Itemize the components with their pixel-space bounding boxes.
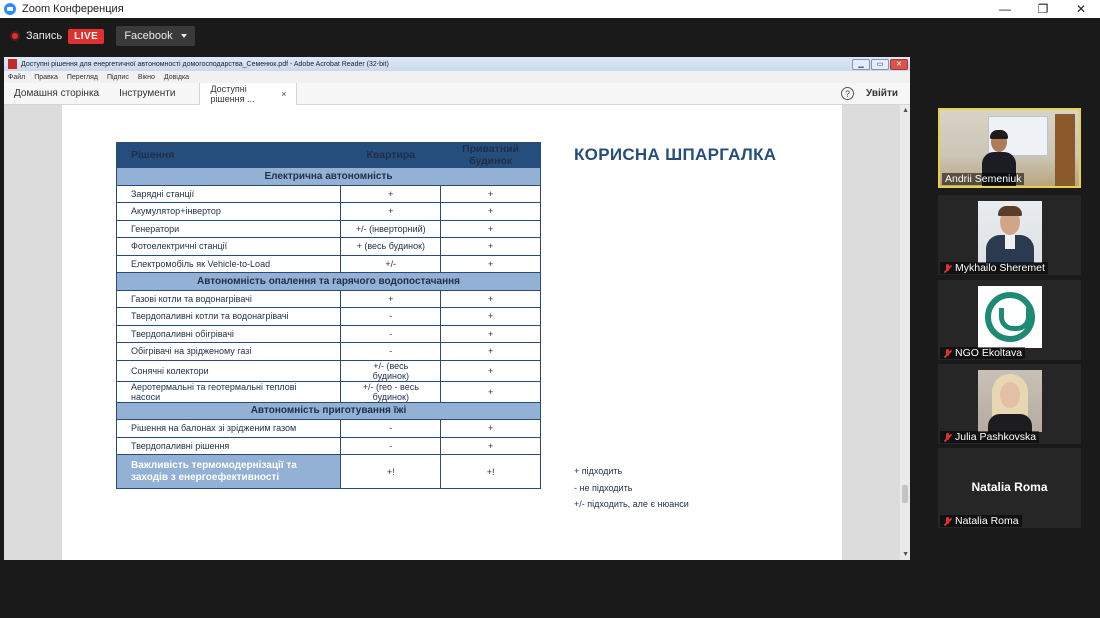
row-label: Обігрівачі на зрідженому газі [117, 343, 341, 361]
final-row [117, 455, 541, 489]
row-label: Твердопаливні обігрівачі [117, 325, 341, 343]
final-row-house: +! [441, 455, 541, 489]
menu-edit[interactable]: Правка [34, 73, 58, 81]
participant-big-name: Natalia Roma [971, 480, 1048, 494]
participant-tile[interactable] [938, 280, 1081, 360]
row-house: + [441, 220, 541, 238]
table-row [117, 437, 541, 455]
section-row [117, 168, 541, 186]
table-header-row [117, 143, 541, 168]
table-row [117, 203, 541, 221]
tab-home[interactable]: Домашня сторінка [14, 88, 100, 99]
tab-close-icon[interactable]: × [281, 88, 287, 99]
row-house: + [441, 420, 541, 438]
row-apartment: +/- [341, 255, 441, 273]
scroll-thumb[interactable] [902, 485, 908, 503]
row-label: Електромобіль як Vehicle-to-Load [117, 255, 341, 273]
row-house: + [441, 360, 541, 381]
participant-tile[interactable] [938, 108, 1081, 188]
row-apartment: + [341, 203, 441, 221]
table-row [117, 220, 541, 238]
table-row [117, 238, 541, 256]
table-row [117, 381, 541, 402]
window-title: Zoom Конференция [22, 3, 124, 15]
row-label: Фотоелектричні станції [117, 238, 341, 256]
cheat-table [116, 142, 541, 489]
participant-tile[interactable] [938, 448, 1081, 528]
participant-name: NGO Ekoltava [940, 347, 1025, 359]
row-house: + [441, 381, 541, 402]
participant-avatar [978, 370, 1042, 432]
acrobat-title-bar [4, 57, 910, 71]
participant-name: Andrii Semeniuk [942, 173, 1024, 185]
menu-file[interactable]: Файл [8, 73, 26, 81]
muted-mic-icon [943, 264, 952, 273]
scroll-down-icon[interactable]: ▼ [902, 551, 909, 558]
menu-view[interactable]: Перегляд [66, 73, 98, 81]
participant-name: Natalia Roma [940, 515, 1022, 527]
background-door [1055, 114, 1075, 186]
section-row [117, 273, 541, 291]
recording-status [10, 26, 195, 46]
row-apartment: - [341, 308, 441, 326]
legend-item: - не підходить [574, 482, 633, 493]
legend [574, 463, 689, 513]
row-house: + [441, 325, 541, 343]
stream-target-label: Facebook [124, 30, 173, 42]
acrobat-minimize-button[interactable]: ▁ [852, 59, 870, 70]
row-label: Аеротермальні та геотермальні теплові насоси [117, 381, 341, 402]
row-apartment: - [341, 343, 441, 361]
legend-item: + підходить [574, 466, 623, 476]
scroll-up-icon[interactable]: ▲ [902, 107, 909, 114]
row-house: + [441, 238, 541, 256]
menu-sign[interactable]: Підпис [106, 73, 129, 81]
row-apartment: +/- (інверторний) [341, 220, 441, 238]
vertical-scrollbar[interactable] [900, 105, 910, 560]
stream-target-dropdown[interactable] [116, 26, 194, 46]
table-row [117, 308, 541, 326]
header-apartment: Квартира [341, 143, 441, 168]
row-apartment: - [341, 437, 441, 455]
zoom-title-bar [0, 0, 1100, 18]
row-house: + [441, 185, 541, 203]
menu-help[interactable]: Довідка [163, 73, 190, 81]
help-icon[interactable]: ? [841, 87, 854, 100]
pdf-page [62, 105, 842, 560]
signin-button[interactable]: Увійти [866, 88, 898, 99]
section-title: Автономність приготування їжі [117, 402, 541, 420]
row-house: + [441, 203, 541, 221]
participant-tile[interactable] [938, 195, 1081, 275]
muted-mic-icon [943, 517, 952, 526]
row-apartment: + [341, 185, 441, 203]
tab-document-label: Доступні рішення ... [210, 83, 255, 104]
pdf-icon [8, 59, 17, 69]
participant-name: Mykhailo Sheremet [940, 262, 1048, 274]
row-house: + [441, 308, 541, 326]
tab-tools[interactable]: Інструменти [119, 88, 176, 99]
table-row [117, 325, 541, 343]
row-label: Твердопаливні рішення [117, 437, 341, 455]
final-row-apartment: +! [341, 455, 441, 489]
row-label: Твердопаливні котли та водонагрівачі [117, 308, 341, 326]
row-apartment: +/- (весь будинок) [341, 360, 441, 381]
zoom-logo-icon [4, 3, 16, 15]
acrobat-maximize-button[interactable]: ▭ [871, 59, 889, 70]
maximize-button[interactable]: ❐ [1037, 2, 1049, 16]
participant-tile[interactable] [938, 364, 1081, 444]
minimize-button[interactable]: — [999, 2, 1011, 16]
close-button[interactable]: ✕ [1075, 2, 1087, 16]
row-label: Генератори [117, 220, 341, 238]
section-title: Електрична автономність [117, 168, 541, 186]
row-label: Сонячні колектори [117, 360, 341, 381]
table-row [117, 360, 541, 381]
cheat-title: КОРИСНА ШПАРГАЛКА [574, 145, 777, 164]
row-apartment: +/- (гео - весь будинок) [341, 381, 441, 402]
record-label[interactable]: Запись [26, 30, 63, 42]
acrobat-menu-bar [4, 71, 910, 83]
table-row [117, 343, 541, 361]
tab-document[interactable] [199, 83, 297, 105]
row-apartment: - [341, 325, 441, 343]
table-row [117, 255, 541, 273]
legend-item: +/- підходить, але є нюанси [574, 499, 689, 509]
muted-mic-icon [943, 349, 952, 358]
section-row [117, 402, 541, 420]
ekoltava-logo-icon [985, 292, 1035, 342]
table-row [117, 290, 541, 308]
final-row-label: Важливість термомодернізації та заходів з енергоефективності [117, 455, 341, 489]
chevron-down-icon [181, 34, 187, 38]
shared-acrobat-window [4, 57, 910, 560]
row-house: + [441, 343, 541, 361]
row-house: + [441, 437, 541, 455]
menu-window[interactable]: Вікно [137, 73, 155, 81]
table-row [117, 420, 541, 438]
section-title: Автономність опалення та гарячого водопостачання [117, 273, 541, 291]
row-label: Рішення на балонах зі зрідженим газом [117, 420, 341, 438]
record-dot-icon [10, 31, 20, 41]
participant-name: Julia Pashkovska [940, 431, 1039, 443]
row-apartment: - [341, 420, 441, 438]
table-row [117, 185, 541, 203]
participant-avatar [978, 201, 1042, 263]
acrobat-close-button[interactable]: ✕ [890, 59, 908, 70]
participant-avatar [978, 286, 1042, 348]
row-label: Газові котли та водонагрівачі [117, 290, 341, 308]
header-house: Приватний будинок [441, 143, 541, 168]
document-viewport[interactable] [4, 105, 910, 560]
row-house: + [441, 290, 541, 308]
row-apartment: + [341, 290, 441, 308]
live-badge: LIVE [68, 29, 104, 44]
acrobat-tabs-bar [4, 83, 910, 105]
row-label: Зарядні станції [117, 185, 341, 203]
acrobat-title: Доступні рішення для енергетичної автономності домогосподарства_Семенюк.pdf - Adobe Acrobat Reader (32-bit) [21, 60, 389, 68]
row-label: Акумулятор+інвертор [117, 203, 341, 221]
muted-mic-icon [943, 433, 952, 442]
header-solution: Рішення [117, 143, 341, 168]
row-apartment: + (весь будинок) [341, 238, 441, 256]
row-house: + [441, 255, 541, 273]
